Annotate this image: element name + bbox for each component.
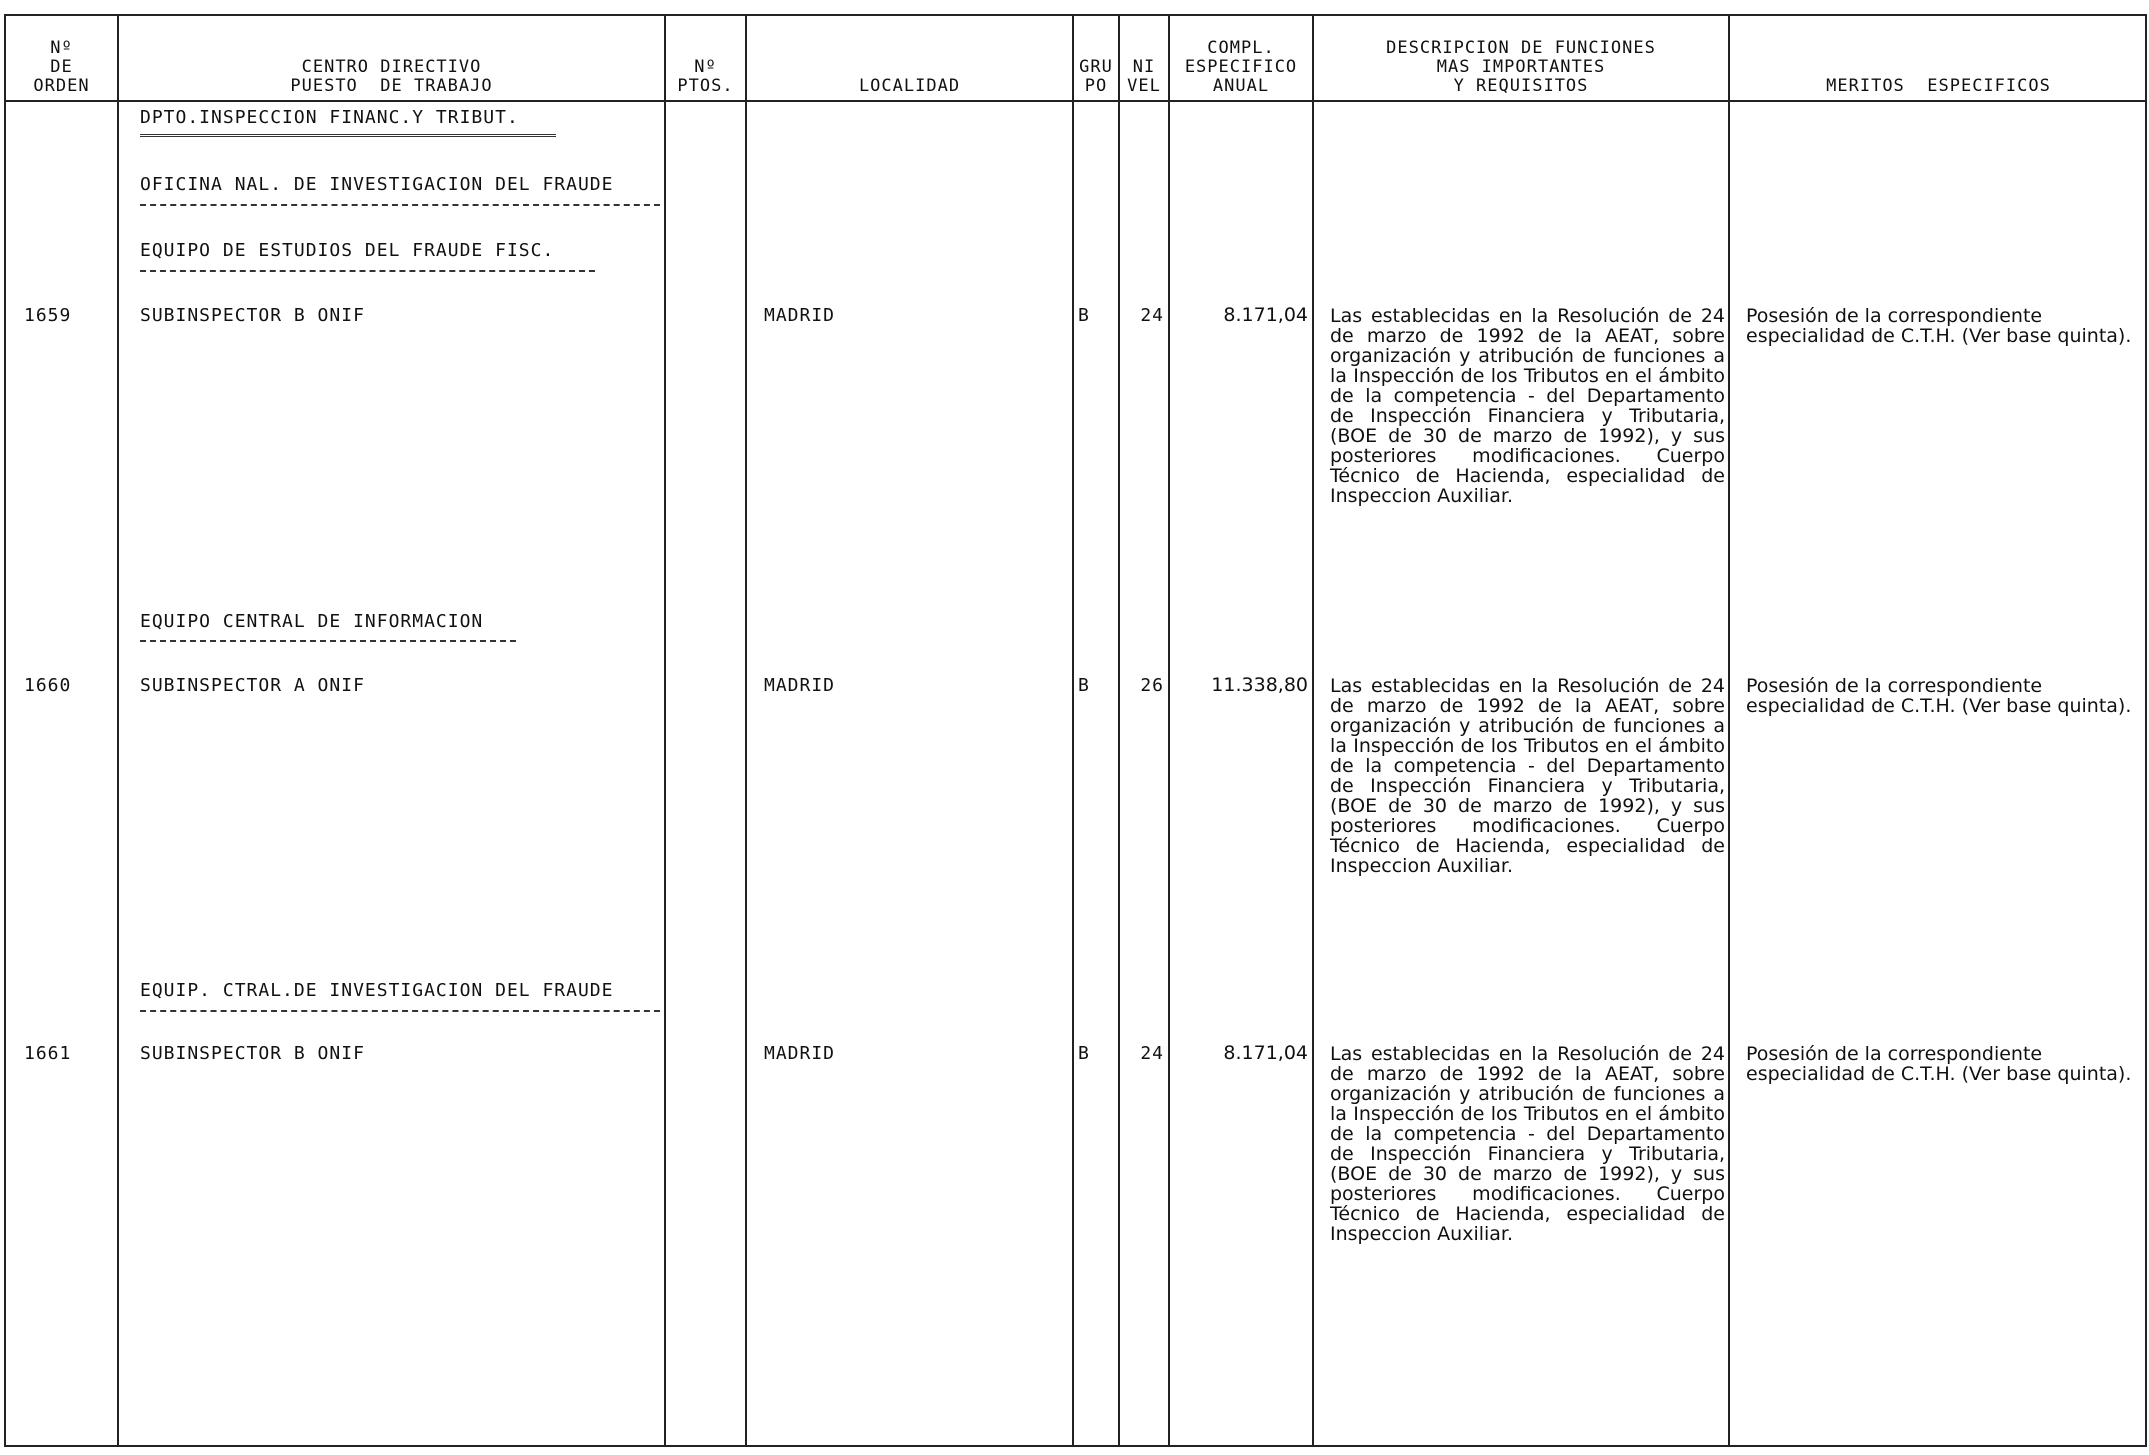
grupo: B [1078,675,1090,696]
header-centro-directivo: CENTRO DIRECTIVO PUESTO DE TRABAJO [290,57,493,96]
grupo: B [1078,305,1090,326]
meritos-especificos: Posesión de la correspondiente especialidad de C.T.H. (Ver base quinta). [1746,1043,2132,1085]
puesto-de-trabajo: SUBINSPECTOR B ONIF [140,1043,365,1064]
header-grupo: GRU PO [1079,57,1113,96]
section-heading: OFICINA NAL. DE INVESTIGACION DEL FRAUDE [140,174,614,195]
descripcion-funciones: Las establecidas en la Resolución de 24 de marzo de 1992 de la AEAT, sobre organización y atribución de funciones a la Inspección de los Tributos en el ámbito de la competencia - del Departamento de Inspección Financiera y Tributaria, (BOE de 30 de marzo de 1992), y sus posteriores modificaciones. Cuerpo Técnico de Hacienda, especialidad de Inspeccion Auxiliar. [1330,1043,1725,1245]
orden-number: 1659 [24,305,72,326]
column-divider-centro [664,14,666,1447]
localidad: MADRID [764,305,836,326]
orden-number: 1660 [24,675,72,696]
header-ptos: Nº PTOS. [677,57,734,96]
nivel: 24 [1140,1043,1164,1064]
column-divider-grupo [1118,14,1120,1447]
header-compl-especifico: COMPL. ESPECIFICO ANUAL [1184,38,1298,96]
column-divider-localidad [1072,14,1074,1447]
column-divider-descripcion [1728,14,1730,1447]
section-underline [140,270,595,272]
column-divider-compl [1312,14,1314,1447]
column-divider-ptos [745,14,747,1447]
section-underline [140,1010,660,1012]
header-meritos: MERITOS ESPECIFICOS [1826,76,2051,96]
section-heading: EQUIPO DE ESTUDIOS DEL FRAUDE FISC. [140,240,555,261]
complemento-especifico: 8.171,04 [1223,1042,1308,1064]
puesto-de-trabajo: SUBINSPECTOR A ONIF [140,675,365,696]
localidad: MADRID [764,675,836,696]
header-divider [4,100,2147,102]
header-descripcion: DESCRIPCION DE FUNCIONES MAS IMPORTANTES Y REQUISITOS [1386,38,1656,96]
meritos-especificos: Posesión de la correspondiente especialidad de C.T.H. (Ver base quinta). [1746,675,2132,717]
localidad: MADRID [764,1043,836,1064]
table-frame [4,14,2147,1447]
section-heading: DPTO.INSPECCION FINANC.Y TRIBUT. [140,107,519,128]
grupo: B [1078,1043,1090,1064]
section-underline [140,204,660,206]
descripcion-funciones: Las establecidas en la Resolución de 24 de marzo de 1992 de la AEAT, sobre organización y atribución de funciones a la Inspección de los Tributos en el ámbito de la competencia - del Departamento de Inspección Financiera y Tributaria, (BOE de 30 de marzo de 1992), y sus posteriores modificaciones. Cuerpo Técnico de Hacienda, especialidad de Inspeccion Auxiliar. [1330,675,1725,877]
column-divider-nivel [1168,14,1170,1447]
nivel: 26 [1140,675,1164,696]
meritos-especificos: Posesión de la correspondiente especialidad de C.T.H. (Ver base quinta). [1746,305,2132,347]
puesto-de-trabajo: SUBINSPECTOR B ONIF [140,305,365,326]
section-underline [140,640,516,642]
header-orden: Nº DE ORDEN [33,38,90,96]
complemento-especifico: 8.171,04 [1223,304,1308,326]
column-divider-orden [117,14,119,1447]
section-heading: EQUIP. CTRAL.DE INVESTIGACION DEL FRAUDE [140,980,614,1001]
descripcion-funciones: Las establecidas en la Resolución de 24 de marzo de 1992 de la AEAT, sobre organización y atribución de funciones a la Inspección de los Tributos en el ámbito de la competencia - del Departamento de Inspección Financiera y Tributaria, (BOE de 30 de marzo de 1992), y sus posteriores modificaciones. Cuerpo Técnico de Hacienda, especialidad de Inspeccion Auxiliar. [1330,305,1725,507]
header-nivel: NI VEL [1127,57,1161,96]
orden-number: 1661 [24,1043,72,1064]
section-heading: EQUIPO CENTRAL DE INFORMACION [140,611,484,632]
nivel: 24 [1140,305,1164,326]
complemento-especifico: 11.338,80 [1211,674,1308,696]
section-underline [140,134,556,140]
header-localidad: LOCALIDAD [858,76,961,96]
